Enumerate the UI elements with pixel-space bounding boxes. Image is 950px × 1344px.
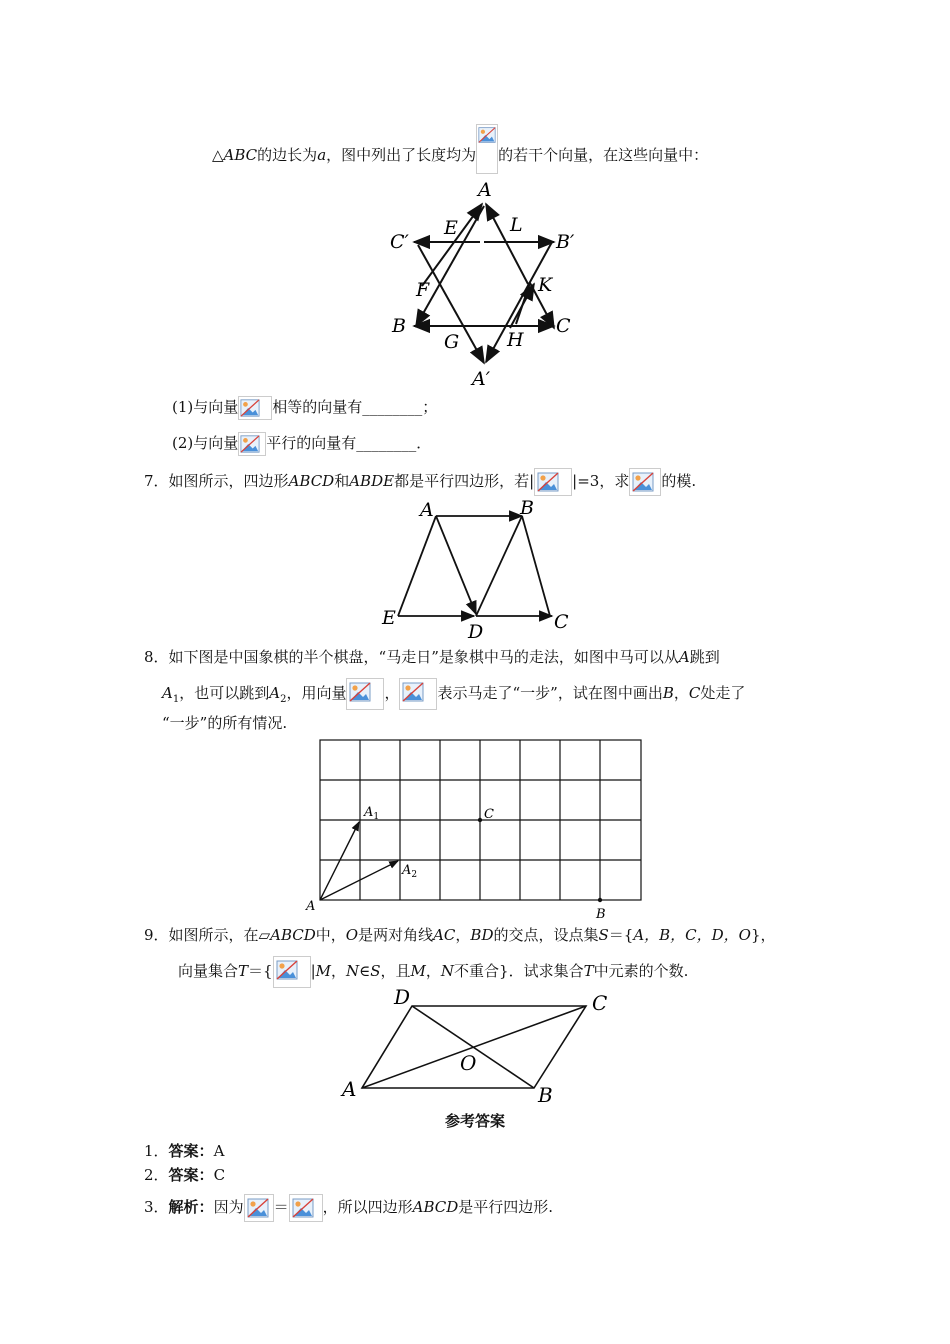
answer-2 bbox=[144, 1164, 225, 1186]
q7-t5: 的模. bbox=[661, 472, 697, 490]
q7-t4: =3，求 bbox=[577, 472, 630, 490]
q9-comma: ， bbox=[455, 926, 471, 944]
chess-board-grid-figure bbox=[300, 738, 650, 922]
a3-label: 解析： bbox=[168, 1198, 214, 1216]
a2-label: 答案： bbox=[168, 1166, 214, 1184]
label-B-prime: B′ bbox=[556, 231, 575, 253]
sub2-post: 平行的向量有________． bbox=[266, 434, 432, 452]
q7-text bbox=[144, 468, 696, 496]
vector-AD bbox=[436, 516, 476, 614]
triangle-symbol: △ bbox=[212, 146, 224, 164]
a3-eq: ＝ bbox=[273, 1198, 289, 1216]
parallelogram-abcd-abde-figure bbox=[378, 496, 578, 646]
q9-number: 9． bbox=[144, 926, 169, 944]
q9-t: T bbox=[238, 962, 249, 980]
label-C: C bbox=[592, 991, 608, 1015]
image-placeholder-icon bbox=[238, 432, 266, 456]
q8-t1: ，也可以跳到 bbox=[179, 684, 270, 702]
q8-line3: “一步”的所有情况. bbox=[162, 714, 288, 732]
q9-bd: BD bbox=[470, 926, 494, 944]
q8-line1 bbox=[144, 646, 720, 668]
q9-n2: N bbox=[440, 962, 455, 980]
sub1-post: 相等的向量有________； bbox=[272, 398, 438, 416]
q8-t4: 表示马走了“一步”，试在图中画出 bbox=[437, 684, 663, 702]
q6-sub2 bbox=[172, 432, 431, 456]
var-a: a bbox=[317, 146, 327, 164]
a2-num: 2． bbox=[144, 1166, 169, 1184]
q9-l2h: 不重合}．试求集合 bbox=[454, 962, 584, 980]
parallelogram-symbol: ▱ bbox=[258, 926, 271, 944]
q7-number: 7． bbox=[144, 472, 169, 490]
a1-label: 答案： bbox=[168, 1142, 214, 1160]
q9-end: }， bbox=[751, 926, 776, 944]
label-A-prime: A′ bbox=[472, 368, 491, 390]
q9-line1 bbox=[144, 924, 776, 946]
q9-l2i: 中元素的个数. bbox=[593, 962, 689, 980]
image-placeholder-icon bbox=[244, 1194, 274, 1222]
point-B bbox=[598, 898, 602, 902]
label-A: A bbox=[478, 179, 492, 201]
q8-a1: A bbox=[162, 684, 173, 702]
intro-text-3: 的若干个向量，在这些向量中： bbox=[498, 146, 709, 164]
a2-val: C bbox=[213, 1166, 226, 1184]
q8-b: B bbox=[662, 684, 674, 702]
image-placeholder-icon bbox=[346, 678, 384, 710]
label-C: C bbox=[484, 807, 494, 822]
hexagram-vector-figure bbox=[380, 178, 580, 393]
abs-bar: | bbox=[572, 472, 578, 490]
label-B: B bbox=[538, 1083, 553, 1106]
q8-sub1: 1 bbox=[172, 694, 180, 705]
q7-t2: 和 bbox=[334, 472, 350, 490]
q9-elems: A，B，C，D，O bbox=[633, 926, 751, 944]
a3-abcd: ABCD bbox=[412, 1198, 459, 1216]
q9-set: ＝{ bbox=[608, 926, 634, 944]
segment-BC bbox=[522, 516, 550, 616]
q8-c: C bbox=[688, 684, 701, 702]
label-C-prime: C′ bbox=[390, 231, 409, 253]
label-L: L bbox=[510, 214, 523, 236]
a1-num: 1． bbox=[144, 1142, 169, 1160]
q9-o: O bbox=[345, 926, 359, 944]
a3-t2: ，所以四边形 bbox=[322, 1198, 413, 1216]
q9-in: ∈ bbox=[359, 962, 371, 980]
answers-title: 参考答案 bbox=[444, 1112, 505, 1130]
q9-s2: S bbox=[370, 962, 381, 980]
point-C bbox=[478, 818, 482, 822]
label-E: E bbox=[382, 607, 396, 629]
q9-l2d: ， bbox=[331, 962, 347, 980]
q9-n: N bbox=[346, 962, 360, 980]
vector-A-A1 bbox=[320, 822, 359, 900]
q8-l1-end: 跳到 bbox=[689, 648, 720, 666]
label-A1: $A_1$ bbox=[364, 805, 380, 822]
image-placeholder-icon bbox=[629, 468, 661, 496]
intro-text: 的边长为 bbox=[257, 146, 318, 164]
q7-abcd: ABCD bbox=[288, 472, 335, 490]
q8-number: 8． bbox=[144, 648, 169, 666]
q9-c: 是两对角线 bbox=[358, 926, 434, 944]
sub1-pre: (1)与向量 bbox=[172, 398, 239, 416]
label-G: G bbox=[444, 331, 460, 353]
image-placeholder-icon bbox=[476, 124, 498, 174]
image-placeholder-icon bbox=[399, 678, 437, 710]
q7-abde: ABDE bbox=[349, 472, 395, 490]
label-E: E bbox=[444, 217, 458, 239]
label-A: A bbox=[306, 899, 316, 914]
q9-bar: | bbox=[310, 962, 316, 980]
q9-l2f: ，且 bbox=[380, 962, 411, 980]
image-placeholder-icon bbox=[534, 468, 572, 496]
q9-t2: T bbox=[583, 962, 594, 980]
label-D: D bbox=[468, 621, 484, 643]
vector-A-A2 bbox=[320, 861, 398, 900]
q8-t5: 处走了 bbox=[700, 684, 746, 702]
q9-l2b: ＝{ bbox=[248, 962, 273, 980]
image-placeholder-icon bbox=[289, 1194, 323, 1222]
label-H: H bbox=[507, 329, 524, 351]
abs-bar: | bbox=[529, 472, 535, 490]
q9-a: 如图所示，在 bbox=[168, 926, 259, 944]
label-K: K bbox=[538, 274, 553, 296]
intro-text-2: ，图中列出了长度均为 bbox=[326, 146, 477, 164]
label-C: C bbox=[554, 611, 569, 633]
q8-l1: 如下图是中国象棋的半个棋盘，“马走日”是象棋中马的走法，如图中马可以从 bbox=[168, 648, 679, 666]
image-placeholder-icon bbox=[238, 396, 272, 420]
label-B: B bbox=[520, 497, 534, 519]
q8-sub2: 2 bbox=[280, 694, 287, 705]
q9-ac: AC bbox=[433, 926, 456, 944]
label-F: F bbox=[416, 279, 430, 301]
segment-AE bbox=[398, 516, 436, 616]
q8-a2: A bbox=[269, 684, 281, 702]
q9-d: 的交点，设点集 bbox=[493, 926, 599, 944]
label-A2: $A_2$ bbox=[402, 863, 418, 880]
q8-line2 bbox=[162, 678, 745, 711]
diagonal-BD bbox=[412, 1006, 534, 1088]
q8-t3: ， bbox=[384, 684, 400, 702]
segment-BD bbox=[476, 516, 522, 616]
label-A: A bbox=[342, 1077, 357, 1101]
q9-l2g: ， bbox=[425, 962, 441, 980]
q9-abcd: ABCD bbox=[270, 926, 316, 944]
q9-l2a: 向量集合 bbox=[178, 962, 239, 980]
q9-line2 bbox=[178, 956, 688, 988]
q7-t3: 都是平行四边形，若 bbox=[394, 472, 530, 490]
vector-HK2 bbox=[510, 284, 534, 328]
triangle-name: ABC bbox=[223, 146, 258, 164]
answer-3 bbox=[144, 1194, 553, 1222]
q8-comma: ， bbox=[673, 684, 689, 702]
q6-intro bbox=[212, 138, 708, 174]
label-D: D bbox=[394, 986, 411, 1009]
sub2-pre: (2)与向量 bbox=[172, 434, 239, 452]
label-B: B bbox=[596, 907, 606, 922]
label-C: C bbox=[556, 315, 571, 337]
label-A: A bbox=[420, 499, 434, 521]
q6-sub1 bbox=[172, 396, 437, 420]
label-O: O bbox=[460, 1051, 477, 1075]
q9-m: M bbox=[315, 962, 331, 980]
q8-a: A bbox=[678, 648, 690, 666]
a3-t1: 因为 bbox=[213, 1198, 244, 1216]
label-B: B bbox=[392, 315, 406, 337]
a1-val: A bbox=[213, 1142, 225, 1160]
image-placeholder-icon bbox=[273, 956, 311, 988]
a3-num: 3． bbox=[144, 1198, 169, 1216]
q9-m2: M bbox=[410, 962, 426, 980]
q8-t2: ，用向量 bbox=[286, 684, 347, 702]
a3-t3: 是平行四边形. bbox=[458, 1198, 554, 1216]
answer-1 bbox=[144, 1140, 224, 1162]
vector-C2F bbox=[396, 242, 416, 326]
q9-s: S bbox=[598, 926, 609, 944]
q9-b: 中， bbox=[315, 926, 346, 944]
q7-t1: 如图所示，四边形 bbox=[168, 472, 289, 490]
parallelogram-abcd-o-figure bbox=[336, 986, 626, 1106]
